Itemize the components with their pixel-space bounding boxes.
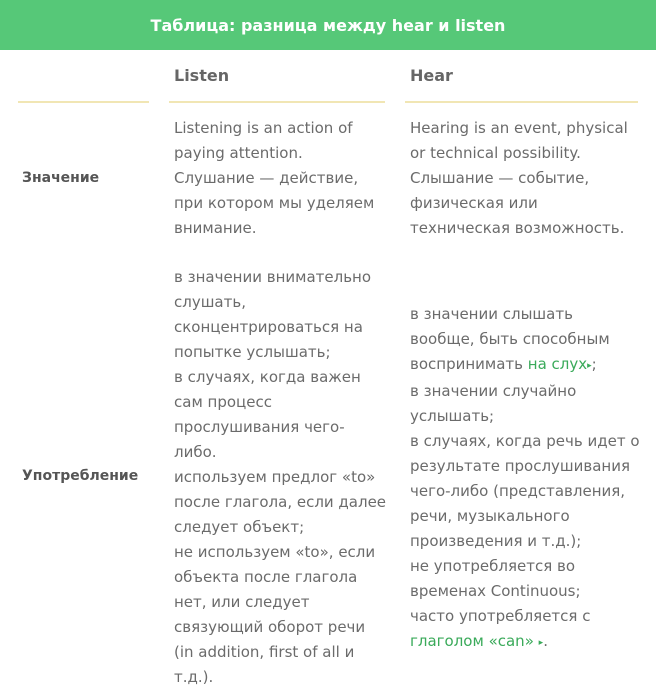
text-line: физическая или bbox=[410, 194, 538, 212]
cell-usage-hear bbox=[410, 302, 640, 656]
text-line: связующий оборот речи bbox=[174, 618, 366, 636]
header-divider bbox=[169, 101, 385, 103]
text-line: не употребляется во bbox=[410, 557, 576, 575]
text-line: в случаях, когда речь идет о bbox=[410, 432, 640, 450]
text-line: после глагола, если далее bbox=[174, 493, 387, 511]
text-line: or technical possibility. bbox=[410, 144, 581, 162]
text-line: при котором мы уделяем bbox=[174, 194, 375, 212]
link-na-slukh[interactable]: на слух bbox=[527, 355, 588, 373]
text-line: в значении внимательно bbox=[174, 268, 372, 286]
text-line: Listening is an action of bbox=[174, 119, 353, 137]
text-line: внимание. bbox=[174, 219, 257, 237]
text-line: услышать; bbox=[410, 407, 495, 425]
text-line: сконцентрироваться на bbox=[174, 318, 363, 336]
text-line: Hearing is an event, physical bbox=[410, 119, 628, 137]
arrow-right-icon: ▸ bbox=[538, 638, 544, 648]
text-line: в значении слышать bbox=[410, 305, 573, 323]
text-line: используем предлог «to» bbox=[174, 468, 376, 486]
row-header-usage: Употребление bbox=[22, 468, 139, 484]
text-line: произведения и т.д.); bbox=[410, 532, 582, 550]
text-line: не используем «to», если bbox=[174, 543, 376, 561]
text-fragment: воспринимать bbox=[410, 355, 523, 373]
text-line: Слушание — действие, bbox=[174, 169, 359, 187]
text-line bbox=[410, 629, 640, 656]
text-line: (in addition, first of all и bbox=[174, 643, 355, 661]
text-line: часто употребляется с bbox=[410, 607, 591, 625]
text-line: вообще, быть способным bbox=[410, 330, 610, 348]
text-line: прослушивания чего- bbox=[174, 418, 345, 436]
text-line: т.д.). bbox=[174, 668, 214, 686]
text-line: в значении случайно bbox=[410, 382, 577, 400]
text-line: либо. bbox=[174, 443, 217, 461]
link-glagolom-can[interactable]: глаголом «can» bbox=[410, 632, 534, 650]
text-line: результате прослушивания bbox=[410, 457, 630, 475]
text-line: речи, музыкального bbox=[410, 507, 570, 525]
table-title: Таблица: разница между hear и listen bbox=[0, 0, 656, 50]
row-header-meaning: Значение bbox=[22, 170, 100, 186]
text-line: временах Continuous; bbox=[410, 582, 581, 600]
header-divider bbox=[18, 101, 149, 103]
text-line: попытке услышать; bbox=[174, 343, 331, 361]
text-line: слушать, bbox=[174, 293, 246, 311]
cell-usage-listen bbox=[174, 265, 386, 690]
cell-meaning-hear bbox=[410, 116, 628, 241]
header-divider bbox=[405, 101, 638, 103]
arrow-right-icon: ▸ bbox=[587, 361, 592, 371]
text-line: следует объект; bbox=[174, 518, 305, 536]
text-fragment: ; bbox=[591, 355, 597, 373]
text-line: объекта после глагола bbox=[174, 568, 358, 586]
column-header-listen: Listen bbox=[174, 66, 230, 85]
text-line: нет, или следует bbox=[174, 593, 310, 611]
text-fragment: . bbox=[543, 632, 548, 650]
cell-meaning-listen bbox=[174, 116, 374, 241]
text-line: paying attention. bbox=[174, 144, 303, 162]
text-line: Слышание — событие, bbox=[410, 169, 590, 187]
text-line bbox=[410, 352, 640, 379]
text-line: сам процесс bbox=[174, 393, 272, 411]
text-line: в случаях, когда важен bbox=[174, 368, 361, 386]
column-header-hear: Hear bbox=[410, 66, 453, 85]
text-line: техническая возможность. bbox=[410, 219, 625, 237]
text-line: чего-либо (представления, bbox=[410, 482, 626, 500]
